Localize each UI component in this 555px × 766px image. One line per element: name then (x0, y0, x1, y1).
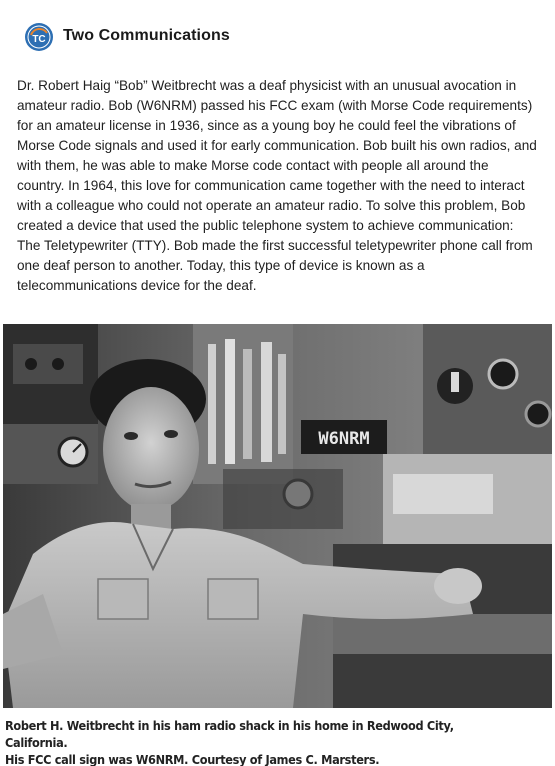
svg-text:TC: TC (32, 34, 46, 45)
caption-line-1: Robert H. Weitbrecht in his ham radio shack in his home in Redwood City, California. (5, 719, 454, 750)
page-title[interactable]: Two Communications (63, 27, 230, 44)
tc-logo-icon[interactable] (25, 23, 53, 51)
photo-caption (3, 708, 552, 766)
radio-shack-photo (3, 324, 552, 708)
caption-line-2: His FCC call sign was W6NRM. Courtesy of James C. Marsters. (5, 753, 380, 766)
post-header (0, 0, 555, 74)
post-body-text: Dr. Robert Haig “Bob” Weitbrecht was a deaf physicist with an unusual avocation in amateur radio. Bob (W6NRM) passed his FCC exam (with Morse Code requirements) for an amateur license in 1936, since as a young boy he could feel the vibrations of Morse Code signals and used it for early communication. Bob built his own radios, and with them, he was able to make Morse code contact with people all around the country. In 1964, this love for communication came together with the need to interact with a colleague who could not operate an amateur radio. To solve this problem, Bob created a device that used the public telephone system to achieve communication: The Teletypewriter (TTY). Bob made the first successful teletypewriter phone call from one deaf person to another. Today, this type of device is known as a telecommunications device for the deaf. (17, 78, 537, 293)
call-sign-text: W6NRM (318, 429, 370, 449)
